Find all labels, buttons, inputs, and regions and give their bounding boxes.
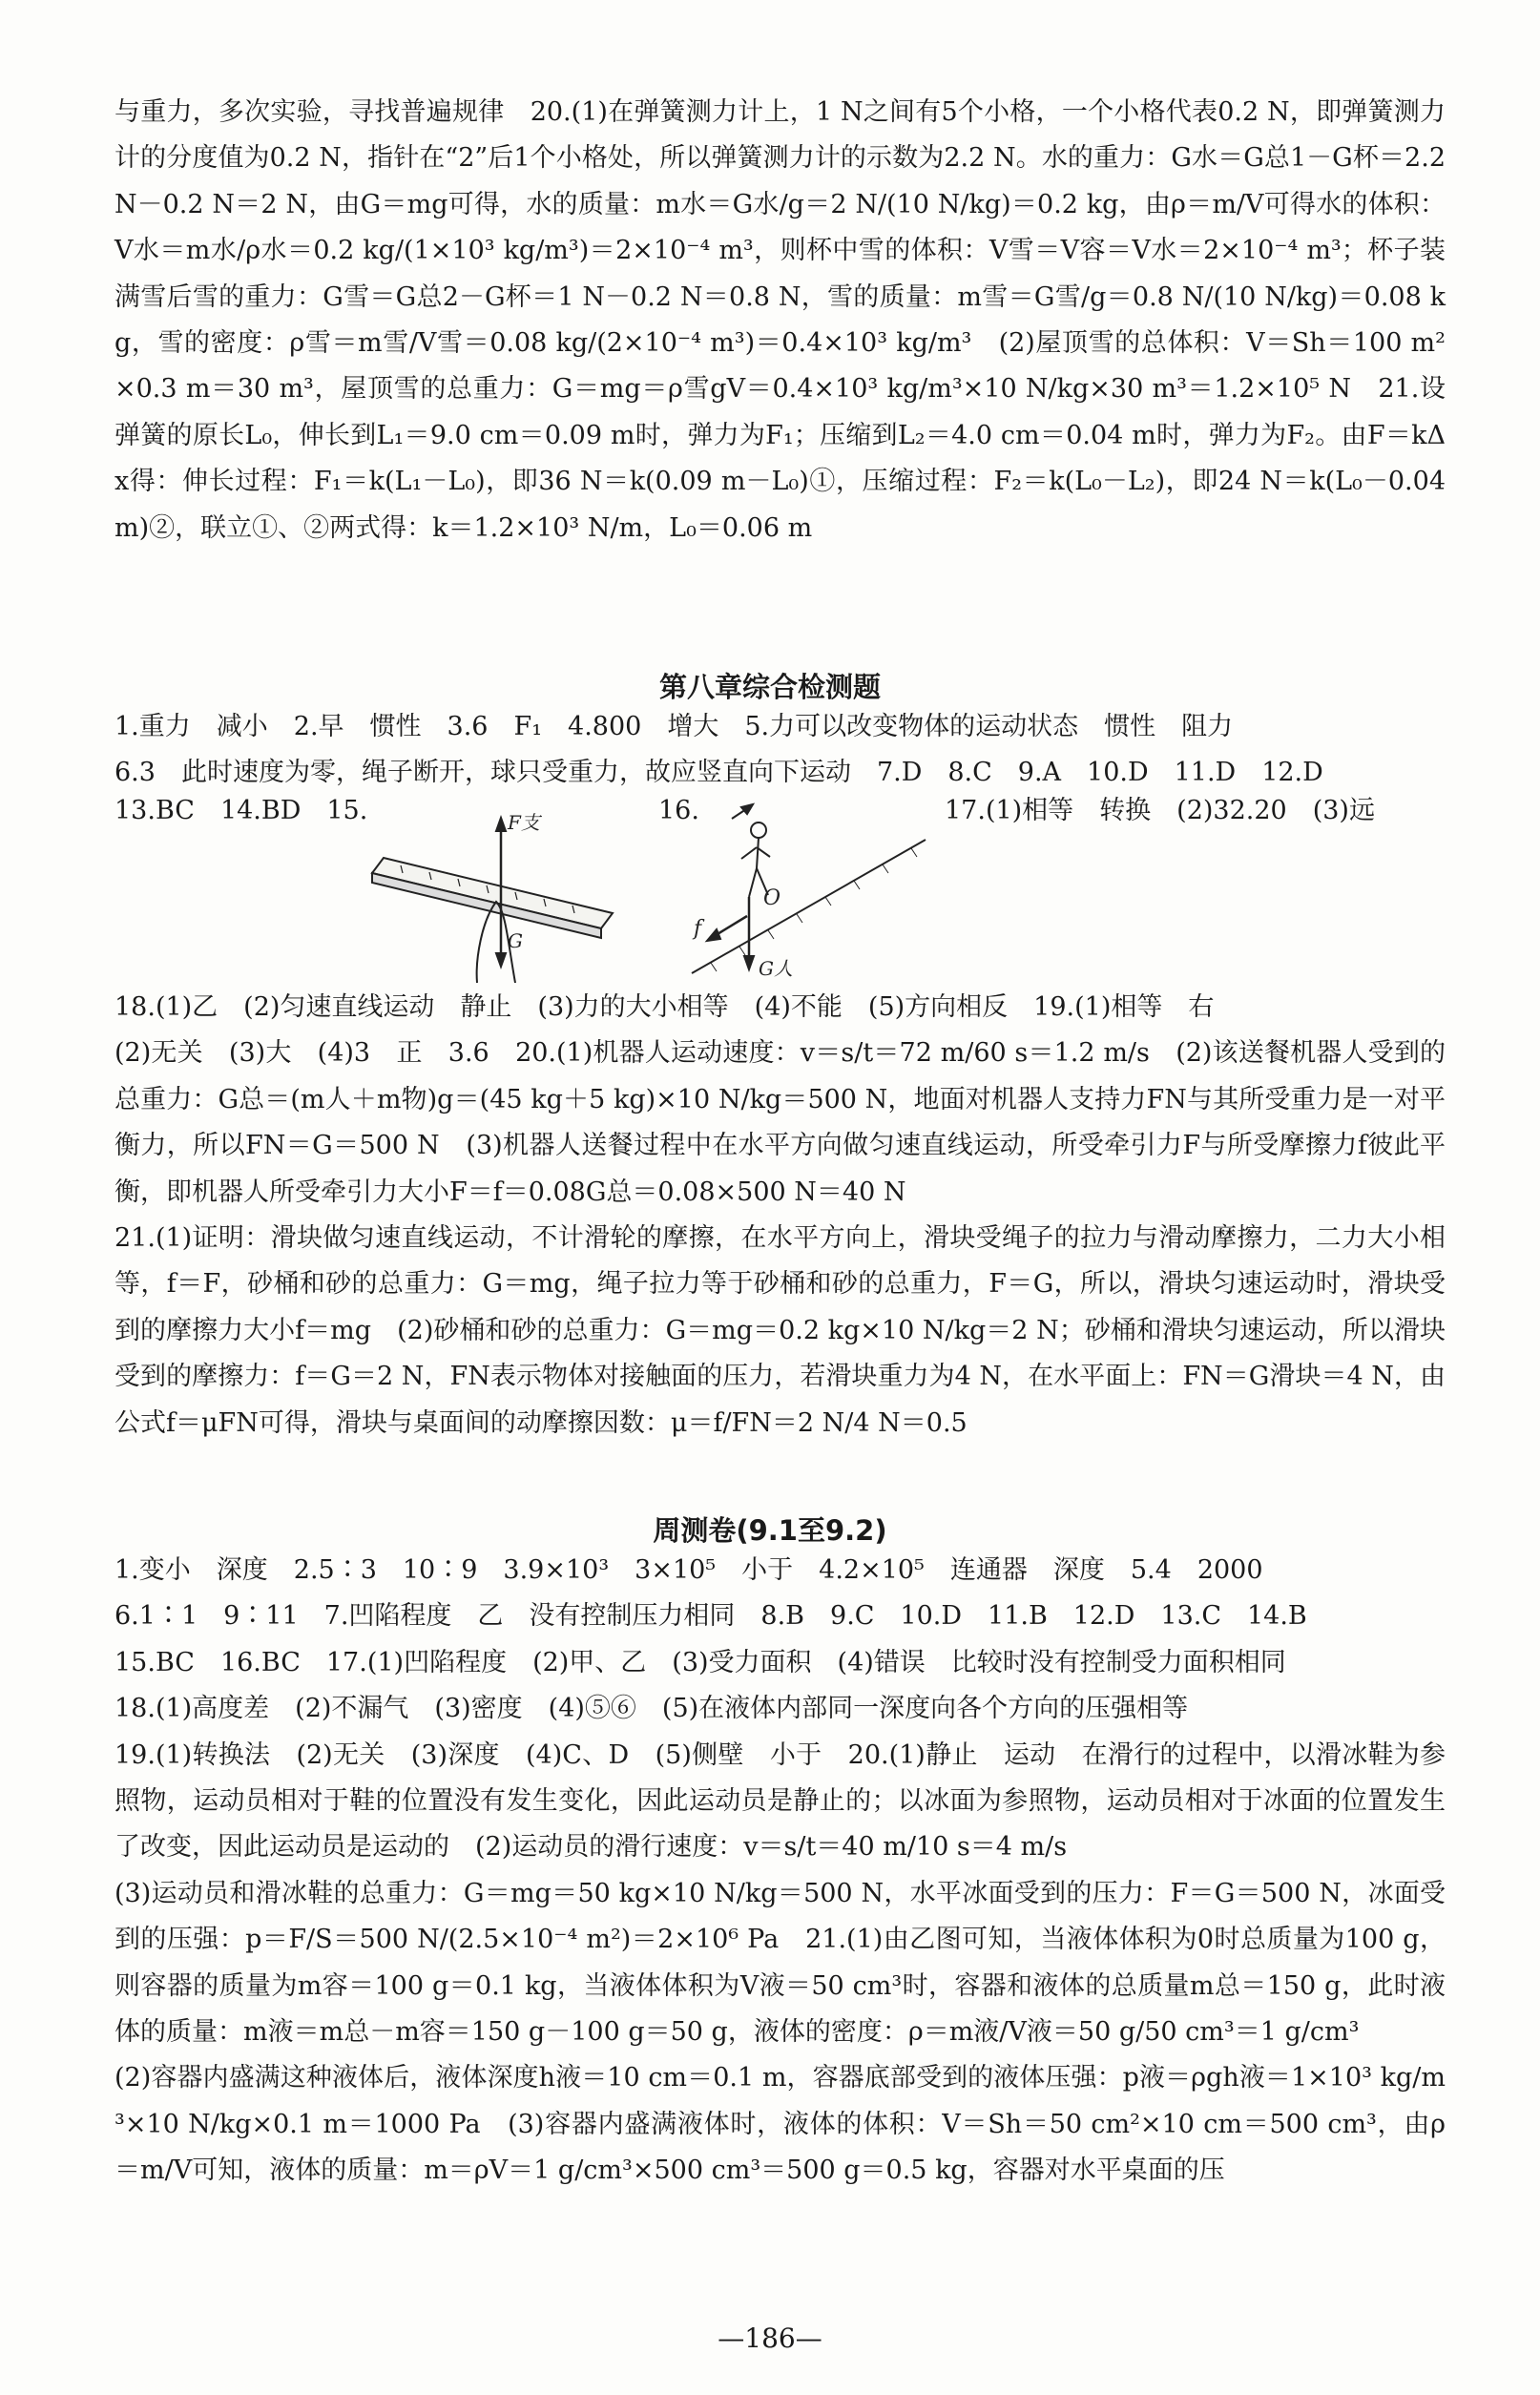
page-number: —186— [718, 2322, 822, 2354]
paragraph: 与重力，多次实验，寻找普遍规律 20.(1)在弹簧测力计上，1 N之间有5个小格，一个小格代表0.2 N，即弹簧测力计的分度值为0.2 N，指针在“2”后1个小格处，所以弹簧测力计的示数为2.2 N。水的重力：G水＝G总1－G杯＝2.2 N－0.2 N＝2 N，由G＝mg可得，水的质量：m水＝G水/g＝2 N/(10 N/kg)＝0.2 kg，由ρ＝m/V可得水的体积：V水＝m水/ρ水＝0.2 kg/(1×10³ kg/m³)＝2×10⁻⁴ m³，则杯中雪的体积：V雪＝V容＝V水＝2×10⁻⁴ m³；杯子装满雪后雪的重力：G雪＝G总2－G杯＝1 N－0.2 N＝0.8 N，雪的质量：m雪＝G雪/g＝0.8 N/(10 N/kg)＝0.08 kg，雪的密度：ρ雪＝m雪/V雪＝0.08 kg/(2×10⁻⁴ m³)＝0.4×10³ kg/m³ (2)屋顶雪的总体积：V＝Sh＝100 m²×0.3 m＝30 m³，屋顶雪的总重力：G＝mg＝ρ雪gV＝0.4×10³ kg/m³×10 N/kg×30 m³＝1.2×10⁵ N 21.设弹簧的原长L₀，伸长到L₁＝9.0 cm＝0.09 m时，弹力为F₁；压缩到L₂＝4.0 cm＝0.04 m时，弹力为F₂。由F＝kΔx得：伸长过程：F₁＝k(L₁－L₀)，即36 N＝k(0.09 m－L₀)①，压缩过程：F₂＝k(L₀－L₂)，即24 N＝k(L₀－0.04 m)②，联立①、②两式得：k＝1.2×10³ N/m，L₀＝0.06 m [114, 97, 1446, 543]
paragraph: (2)容器内盛满这种液体后，液体深度h液＝10 cm＝0.1 m，容器底部受到的液体压强：p液＝ρgh液＝1×10³ kg/m³×10 N/kg×0.1 m＝1000 Pa (3)容器内盛满液体时，液体的体积：V＝Sh＝50 cm²×10 cm＝500 cm³，由ρ＝m/V可知，液体的质量：m＝ρV＝1 g/cm³×500 cm³＝500 g＝0.5 kg，容器对水平桌面的压 [114, 2063, 1446, 2186]
paragraph: (2)无关 (3)大 (4)3 正 3.6 20.(1)机器人运动速度：v＝s/t＝72 m/60 s＝1.2 m/s (2)该送餐机器人受到的总重力：G总＝(m人＋m物)g＝(45 kg＋5 kg)×10 N/kg＝500 N，地面对机器人支持力FN与其所受重力是一对平衡力，所以FN＝G＝500 N (3)机器人送餐过程中在水平方向做匀速直线运动，所受牵引力F与所受摩擦力f彼此平衡，即机器人所受牵引力大小F＝f＝0.08G总＝0.08×500 N＝40 N [114, 1038, 1446, 1207]
point-label: O [763, 886, 781, 910]
arrow-head [707, 929, 720, 941]
arrow-head [744, 956, 754, 969]
answer-block-ch8-choices [114, 704, 1446, 797]
answer-13-15: 13.BC 14.BD 15. [114, 796, 368, 825]
paragraph: 18.(1)乙 (2)匀速直线运动 静止 (3)力的大小相等 (4)不能 (5)方向相反 19.(1)相等 右 [114, 992, 1215, 1022]
figure-16-slope [673, 802, 930, 992]
answer-17: 17.(1)相等 转换 (2)32.20 (3)远 [945, 796, 1375, 825]
figure-15-ruler [363, 806, 630, 988]
slope-surface [692, 840, 926, 973]
paragraph: 1.重力 减小 2.早 惯性 3.6 F₁ 4.800 增大 5.力可以改变物体的运动状态 惯性 阻力 [114, 712, 1234, 741]
gravity-label: G人 [759, 957, 793, 980]
answer-block-ch8-rest [114, 985, 1446, 1447]
arrow-head [496, 953, 506, 967]
section-heading-chapter8: 第八章综合检测题 [658, 671, 881, 703]
arrow-head [741, 804, 753, 814]
paragraph: (3)运动员和滑冰鞋的总重力：G＝mg＝50 kg×10 N/kg＝500 N，水平冰面受到的压力：F＝G＝500 N，冰面受到的压强：p＝F/S＝500 N/(2.5×10⁻⁴ m²)＝2×10⁶ Pa 21.(1)由乙图可知，当液体体积为0时总质量为100 g，则容器的质量为m容＝100 g＝0.1 kg，当液体体积为V液＝50 cm³时，容器和液体的总质量m总＝150 g，此时液体的质量：m液＝m总－m容＝150 g－100 g＝50 g，液体的密度：ρ＝m液/V液＝50 g/50 cm³＝1 g/cm³ [114, 1878, 1446, 2048]
paragraph: 6.1∶1 9∶11 7.凹陷程度 乙 没有控制压力相同 8.B 9.C 10.D 11.B 12.D 13.C 14.B [114, 1601, 1307, 1632]
paragraph: 18.(1)高度差 (2)不漏气 (3)密度 (4)⑤⑥ (5)在液体内部同一深度向各个方向的压强相等 [114, 1694, 1189, 1724]
answer-block-ch7-tail [114, 90, 1446, 552]
paragraph: 19.(1)转换法 (2)无关 (3)深度 (4)C、D (5)侧壁 小于 20.(1)静止 运动 在滑行的过程中，以滑冰鞋为参照物，运动员相对于鞋的位置没有发生变化，因此运动员是静止的；以冰面为参照物，运动员相对于冰面的位置发生了改变，因此运动员是运动的 (2)运动员的滑行速度：v＝s/t＝40 m/10 s＝4 m/s [114, 1739, 1446, 1863]
paragraph: 15.BC 16.BC 17.(1)凹陷程度 (2)甲、乙 (3)受力面积 (4)错误 比较时没有控制受力面积相同 [114, 1647, 1286, 1677]
ruler-body [372, 858, 613, 928]
paragraph: 21.(1)证明：滑块做匀速直线运动，不计滑轮的摩擦，在水平方向上，滑块受绳子的拉力与滑动摩擦力，二力大小相等，f＝F，砂桶和砂的总重力：G＝mg，绳子拉力等于砂桶和砂的总重力，F＝G，所以，滑块匀速运动时，滑块受到的摩擦力大小f＝mg (2)砂桶和砂的总重力：G＝mg＝0.2 kg×10 N/kg＝2 N；砂桶和滑块匀速运动，所以滑块受到的摩擦力：f＝G＝2 N，FN表示物体对接触面的压力，若滑块重力为4 N，在水平面上：FN＝G滑块＝4 N，由公式f＝μFN可得，滑块与桌面间的动摩擦因数：μ＝f/FN＝2 N/4 N＝0.5 [114, 1223, 1446, 1438]
person-head [751, 823, 766, 838]
paragraph: 6.3 此时速度为零，绳子断开，球只受重力，故应竖直向下运动 7.D 8.C 9.A 10.D 11.D 12.D [114, 758, 1323, 788]
friction-label: f [694, 917, 702, 941]
gravity-label: G [508, 929, 523, 952]
answer-16: 16. [658, 796, 699, 825]
paragraph: 1.变小 深度 2.5∶3 10∶9 3.9×10³ 3×10⁵ 小于 4.2×10⁵ 连通器 深度 5.4 2000 [114, 1555, 1263, 1585]
support-force-label: F支 [508, 811, 540, 834]
answer-block-weekly [114, 1548, 1446, 2195]
slope-hatching [711, 848, 917, 971]
arrow-head [496, 818, 506, 831]
section-heading-weekly-test: 周测卷(9.1至9.2) [653, 1514, 887, 1547]
